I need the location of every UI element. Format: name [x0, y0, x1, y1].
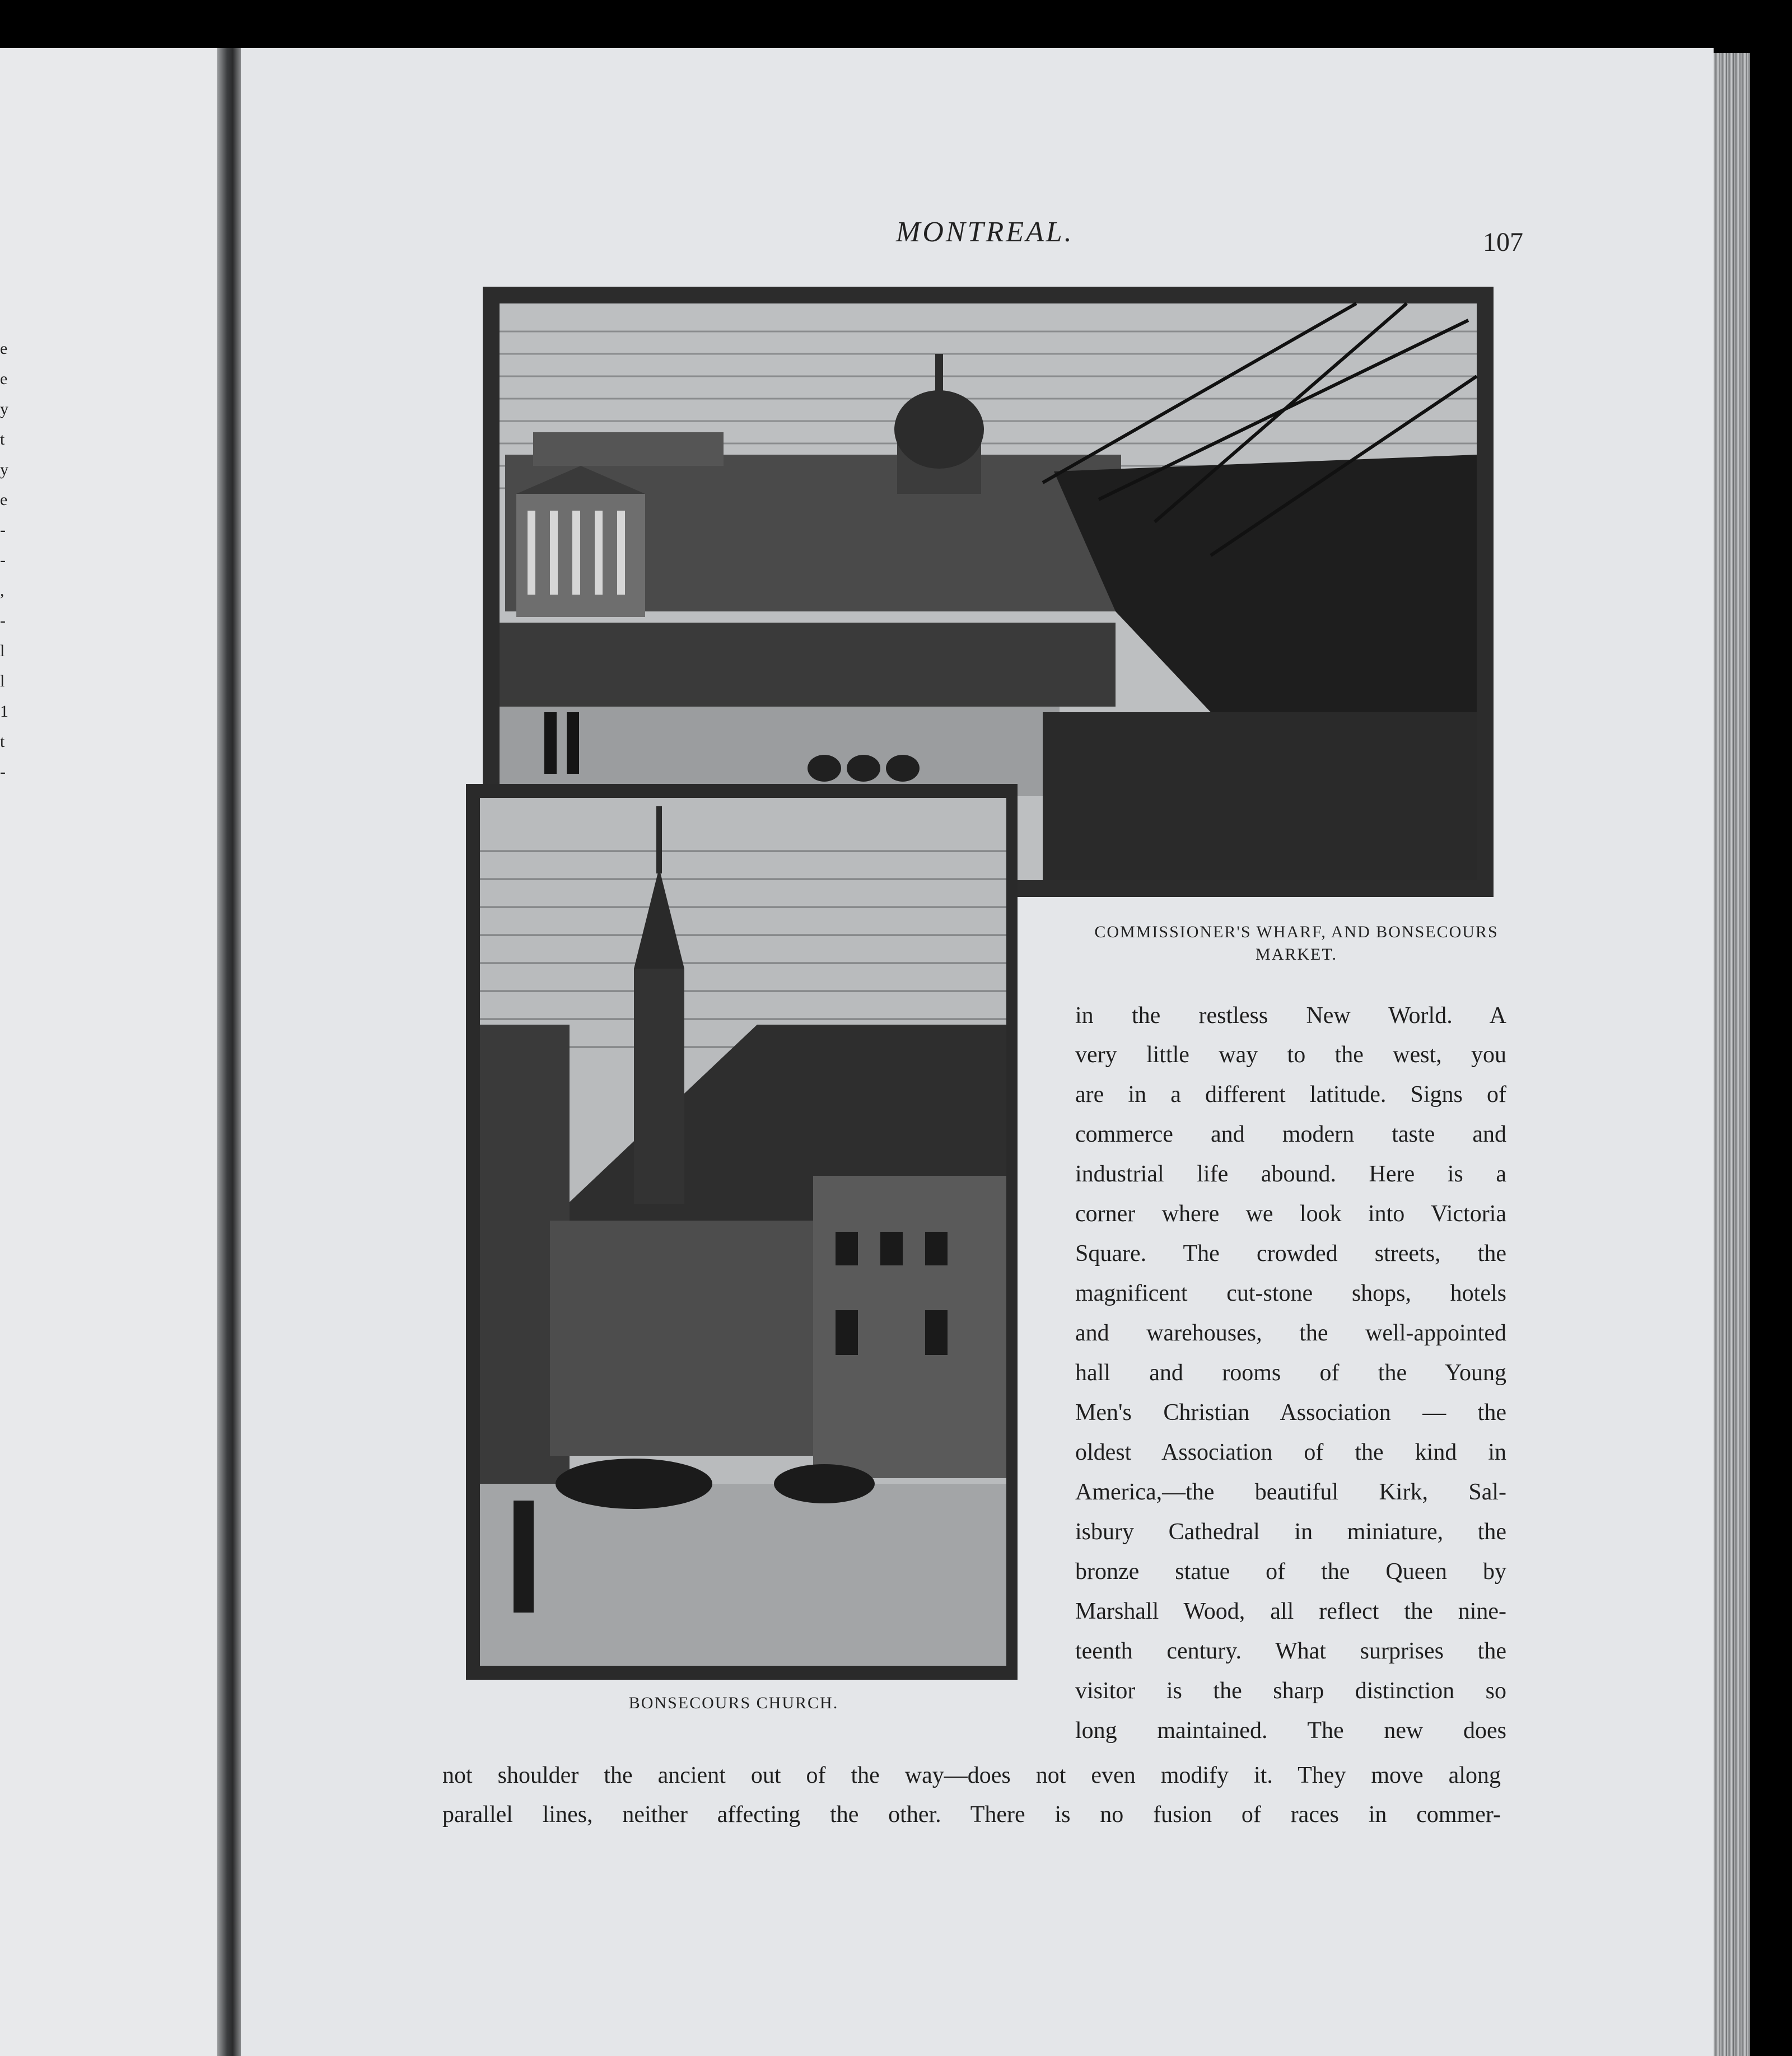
text-line: magnificent cut-stone shops, hotels [1075, 1281, 1506, 1306]
church-caption: BONSECOURS CHURCH. [628, 1694, 839, 1712]
text-line: in the restless New World. A [1075, 1003, 1506, 1029]
page-number: 107 [1483, 227, 1523, 257]
text-line: Marshall Wood, all reflect the nine- [1075, 1599, 1506, 1624]
edge-letter: e [0, 370, 8, 388]
edge-letter: y [0, 400, 8, 418]
text-line: teenth century. What surprises the [1075, 1638, 1506, 1664]
edge-letter: t [0, 430, 5, 448]
text-line: America,—the beautiful Kirk, Sal- [1075, 1479, 1506, 1505]
text-line: visitor is the sharp distinction so [1075, 1678, 1506, 1704]
text-line: commerce and modern taste and [1075, 1122, 1506, 1147]
running-title: MONTREAL. [896, 216, 1074, 248]
text-line: long maintained. The new does [1075, 1718, 1506, 1744]
edge-letter: l [0, 672, 5, 690]
text-line: industrial life abound. Here is a [1075, 1161, 1506, 1187]
text-line: Men's Christian Association — the [1075, 1400, 1506, 1426]
edge-letter: l [0, 642, 5, 660]
edge-letter: - [0, 521, 6, 539]
page-stack-edge [1714, 53, 1750, 2056]
edge-letter: e [0, 339, 8, 358]
text-line: are in a different latitude. Signs of [1075, 1082, 1506, 1108]
text-line: corner where we look into Victoria [1075, 1201, 1506, 1227]
edge-letter: y [0, 460, 8, 479]
edge-letter: e [0, 490, 8, 509]
previous-page-edge-text [0, 339, 10, 793]
text-line: not shoulder the ancient out of the way—does not even modify it. They move along [442, 1763, 1501, 1788]
edge-letter: , [0, 581, 4, 600]
edge-letter: - [0, 611, 6, 630]
previous-page [0, 48, 221, 2056]
text-line: hall and rooms of the Young [1075, 1360, 1506, 1386]
edge-letter: - [0, 763, 6, 781]
text-line: oldest Association of the kind in [1075, 1440, 1506, 1465]
edge-letter: - [0, 551, 6, 569]
edge-letter: 1 [0, 702, 8, 721]
text-line: very little way to the west, you [1075, 1042, 1506, 1068]
text-line: isbury Cathedral in miniature, the [1075, 1519, 1506, 1545]
text-line: bronze statue of the Queen by [1075, 1559, 1506, 1585]
edge-letter: t [0, 732, 5, 751]
wharf-caption: COMMISSIONER'S WHARF, AND BONSECOURS MARKET. [1094, 923, 1499, 964]
church-engraving [466, 784, 1018, 1680]
text-line: Square. The crowded streets, the [1075, 1241, 1506, 1267]
text-line: and warehouses, the well-appointed [1075, 1320, 1506, 1346]
text-line: parallel lines, neither affecting the other. There is no fusion of races in commer- [442, 1802, 1501, 1828]
